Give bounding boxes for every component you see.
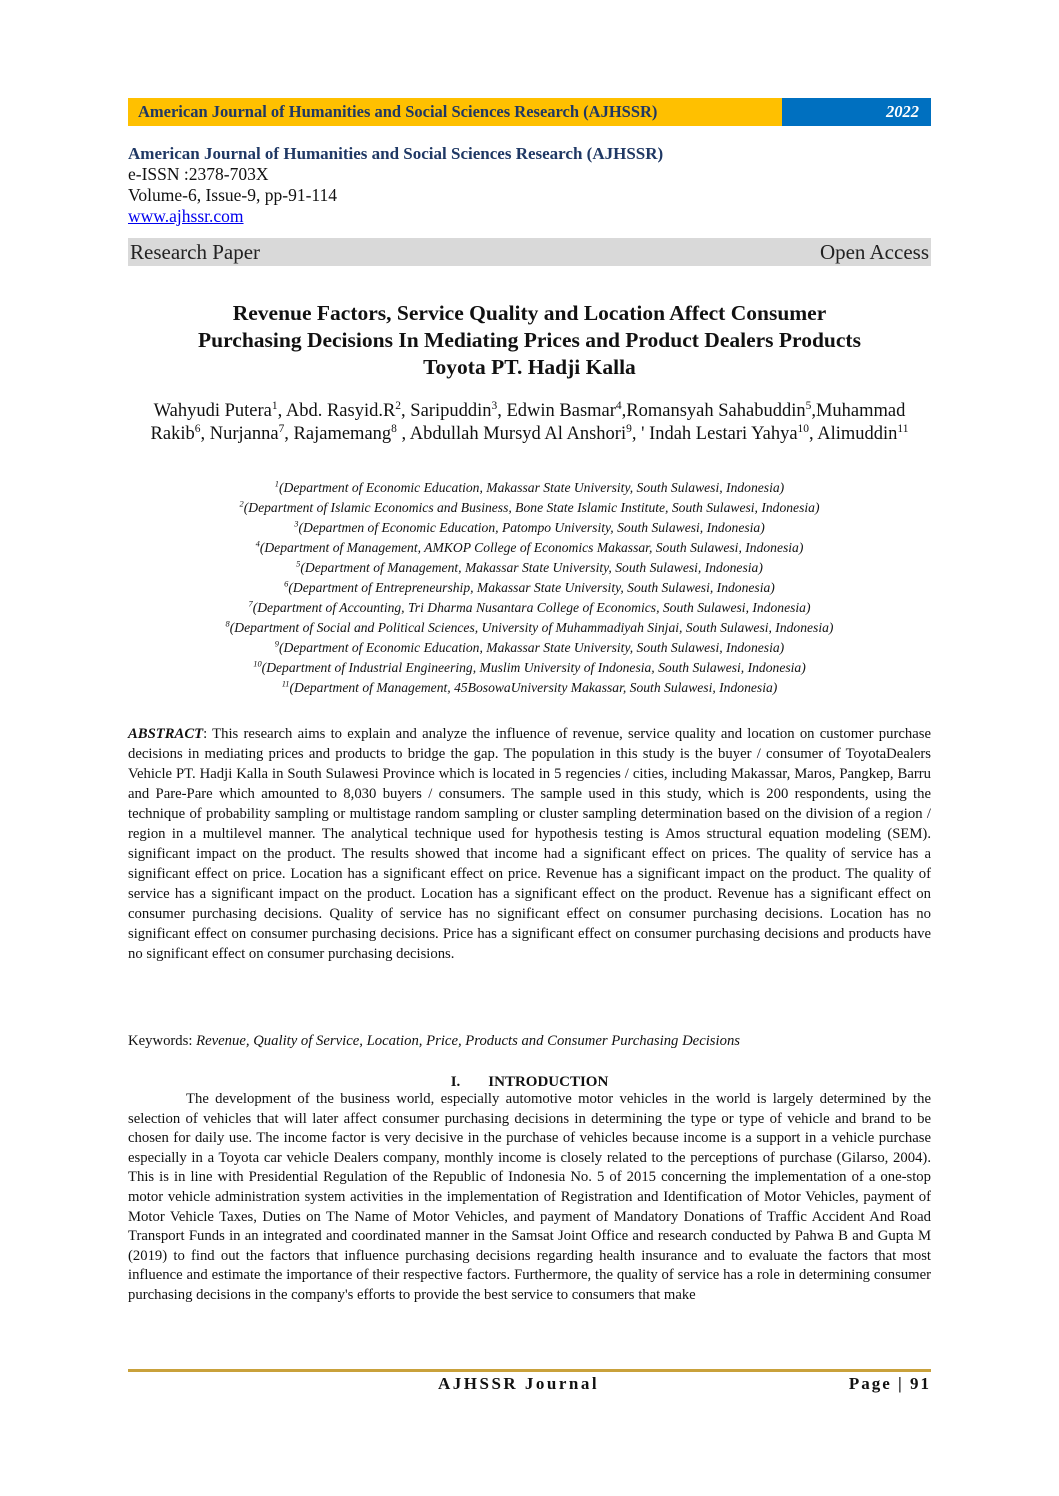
- paper-type-bar: [128, 238, 931, 266]
- affiliation-marker: 1: [274, 478, 280, 489]
- author-separator: ,: [811, 401, 816, 421]
- author-affiliation-marker: 9: [626, 422, 632, 435]
- footer-rule: [128, 1369, 931, 1372]
- affiliation-marker: 8: [225, 618, 230, 629]
- title-line: Purchasing Decisions In Mediating Prices and Product Dealers Products: [198, 328, 861, 352]
- affiliation-line: [128, 658, 931, 678]
- affiliation-line: [128, 598, 931, 618]
- access-type: Open Access: [819, 239, 929, 264]
- author-separator: ,: [401, 401, 411, 421]
- paper-title: [128, 300, 931, 381]
- author-name: Muhammad Rakib: [150, 401, 906, 444]
- affiliation-line: [128, 618, 931, 638]
- affiliation-marker: 3: [294, 518, 299, 529]
- affiliation-marker: 9: [274, 638, 280, 649]
- author-name: Abdullah Mursyd Al Anshori: [409, 424, 627, 444]
- author-separator: ,: [809, 424, 818, 444]
- affiliation-text: (Department of Islamic Economics and Business, Bone State Islamic Institute, South Sulawesi, Indonesia): [243, 500, 820, 515]
- abstract-text: : This research aims to explain and analyze the influence of revenue, service quality and location on customer purchase decisions in mediating prices and products to bridge the gap. The population in this study is the buyer / consumer of ToyotaDealers Vehicle PT. Hadji Kalla in South Sulawesi Province which is located in 5 regencies / cities, including Makassar, Maros, Pangkep, Barru and Pare-Pare which amounted to 8,030 buyers / consumers. The sample used in this study, which is 200 respondents, using the technique of probability sampling or multistage random sampling or cluster sampling determination based on the division of a region / region in a multilevel manner. The analytical technique used for hypothesis testing is Amos structural equation modeling (SEM). significant impact on the product. The results showed that income had a significant effect on prices. The quality of service has a significant effect on price. Location has a significant effect on price. Revenue has a significant impact on the product. The quality of service has a significant impact on the product. Location has a significant effect on the product. Revenue has a significant effect on consumer purchasing decisions. Quality of service has no significant effect on consumer purchasing decisions. Location has no significant effect on consumer purchasing decisions. Price has a significant effect on consumer purchasing decisions and products have no significant effect on consumer purchasing decisions.: [128, 726, 931, 962]
- section-number: I.: [450, 1074, 461, 1090]
- author-affiliation-marker: 10: [797, 422, 810, 435]
- affiliation-marker: 2: [239, 498, 244, 509]
- affiliation-text: (Department of Entrepreneurship, Makassar State University, South Sulawesi, Indonesia): [288, 580, 775, 595]
- author-affiliation-marker: 11: [897, 422, 909, 435]
- section-title: INTRODUCTION: [488, 1074, 609, 1090]
- author-separator: ,: [284, 424, 294, 444]
- author-list: [128, 400, 931, 446]
- page-number: Page | 91: [848, 1374, 931, 1393]
- keywords: [128, 1031, 931, 1051]
- affiliation-marker: 7: [248, 598, 253, 609]
- title-line: Toyota PT. Hadji Kalla: [423, 355, 636, 379]
- affiliation-line: [128, 578, 931, 598]
- author-separator: ,: [621, 401, 627, 421]
- author-affiliation-marker: 1: [271, 399, 278, 412]
- journal-header-band: [128, 98, 931, 126]
- journal-meta: [128, 143, 931, 227]
- affiliation-text: (Departmen of Economic Education, Patompo University, South Sulawesi, Indonesia): [298, 520, 765, 535]
- affiliation-line: [128, 638, 931, 658]
- author-name: Saripuddin: [410, 401, 492, 421]
- affiliation-text: (Department of Management, 45BosowaUniversity Makassar, South Sulawesi, Indonesia): [289, 680, 778, 695]
- author-affiliation-marker: 8: [391, 422, 397, 435]
- affiliation-line: [128, 478, 931, 498]
- affiliation-list: [128, 478, 931, 698]
- header-journal-name: American Journal of Humanities and Social Sciences Research (AJHSSR): [128, 98, 782, 126]
- title-line: Revenue Factors, Service Quality and Location Affect Consumer: [232, 301, 827, 325]
- journal-website-link[interactable]: www.ajhssr.com: [128, 206, 244, 226]
- author-separator: ,: [200, 424, 210, 444]
- keywords-label: Keywords:: [128, 1033, 197, 1049]
- affiliation-line: [128, 538, 931, 558]
- abstract-label: ABSTRACT: [128, 726, 204, 742]
- paper-type: Research Paper: [130, 239, 261, 264]
- affiliation-text: (Department of Industrial Engineering, Muslim University of Indonesia, South Sulawesi, Indonesia): [261, 660, 806, 675]
- affiliation-line: [128, 518, 931, 538]
- author-name: Rajamemang: [293, 424, 392, 444]
- author-affiliation-marker: 4: [615, 399, 622, 412]
- affiliation-text: (Department of Accounting, Tri Dharma Nusantara College of Economics, South Sulawesi, Indonesia): [252, 600, 811, 615]
- affiliation-line: [128, 558, 931, 578]
- keywords-text: Revenue, Quality of Service, Location, Price, Products and Consumer Purchasing Decisions: [196, 1033, 740, 1049]
- affiliation-text: (Department of Management, AMKOP College of Economics Makassar, South Sulawesi, Indonesia): [259, 540, 804, 555]
- author-name: Indah Lestari Yahya: [649, 424, 798, 444]
- author-name: Nurjanna: [209, 424, 279, 444]
- author-affiliation-marker: 5: [805, 399, 812, 412]
- author-separator: ,: [277, 401, 286, 421]
- affiliation-text: (Department of Social and Political Sciences, University of Muhammadiyah Sinjai, South Sulawesi, Indonesia): [229, 620, 834, 635]
- affiliation-marker: 10: [253, 658, 262, 669]
- affiliation-marker: 4: [255, 538, 260, 549]
- page-footer: [128, 1374, 931, 1398]
- affiliation-marker: 11: [281, 678, 290, 689]
- author-separator: ,: [396, 424, 410, 444]
- header-year: 2022: [782, 98, 931, 126]
- author-affiliation-marker: 7: [278, 422, 285, 435]
- affiliation-text: (Department of Economic Education, Makassar State University, South Sulawesi, Indonesia): [279, 480, 785, 495]
- author-affiliation-marker: 3: [491, 399, 498, 412]
- meta-volume: Volume-6, Issue-9, pp-91-114: [128, 185, 338, 205]
- author-name: Edwin Basmar: [506, 401, 616, 421]
- abstract: [128, 724, 931, 964]
- affiliation-line: [128, 498, 931, 518]
- meta-issn: e-ISSN :2378-703X: [128, 164, 269, 184]
- author-name: Wahyudi Putera: [153, 401, 272, 421]
- affiliation-line: [128, 678, 931, 698]
- meta-journal-title: American Journal of Humanities and Social Sciences Research (AJHSSR): [128, 144, 664, 163]
- affiliation-marker: 6: [284, 578, 289, 589]
- author-separator: , ': [631, 424, 650, 444]
- author-affiliation-marker: 2: [395, 399, 402, 412]
- affiliation-text: (Department of Management, Makassar State University, South Sulawesi, Indonesia): [300, 560, 763, 575]
- author-separator: ,: [497, 401, 507, 421]
- author-name: Romansyah Sahabuddin: [626, 401, 806, 421]
- author-name: Abd. Rasyid.R: [285, 401, 396, 421]
- author-name: Alimuddin: [817, 424, 898, 444]
- author-affiliation-marker: 6: [194, 422, 201, 435]
- affiliation-marker: 5: [296, 558, 301, 569]
- affiliation-text: (Department of Economic Education, Makassar State University, South Sulawesi, Indonesia): [279, 640, 785, 655]
- section-heading: [128, 1072, 931, 1092]
- footer-journal: AJHSSR Journal: [438, 1374, 600, 1393]
- introduction-paragraph: The development of the business world, especially automotive motor vehicles in the world is largely determined by the selection of vehicles that will later affect consumer purchasing decisions in determining the type or type of vehicle and brand to be chosen for daily use. The income factor is very decisive in the purchase of vehicles because income is a support in a vehicle purchase especially in a Toyota car vehicle Dealers company, monthly income is closely related to the perceptions of purchase (Gilarso, 2004). This is in line with Presidential Regulation of the Republic of Indonesia No. 5 of 2015 concerning the implementation of a one-stop motor vehicle administration system activities in the implementation of Registration and Identification of Motor Vehicles, payment of Motor Vehicle Taxes, Duties on The Name of Motor Vehicles, and payment of Mandatory Donations of Traffic Accident And Road Transport Funds in an integrated and coordinated manner in the Samsat Joint Office and research conducted by Pahwa B and Gupta M (2019) to find out the factors that influence purchasing decisions regarding health insurance and to evaluate the factors that most influence and estimate the importance of their respective factors. Furthermore, the quality of service has a role in determining consumer purchasing decisions in the company's efforts to provide the best service to consumers that make: [128, 1091, 931, 1303]
